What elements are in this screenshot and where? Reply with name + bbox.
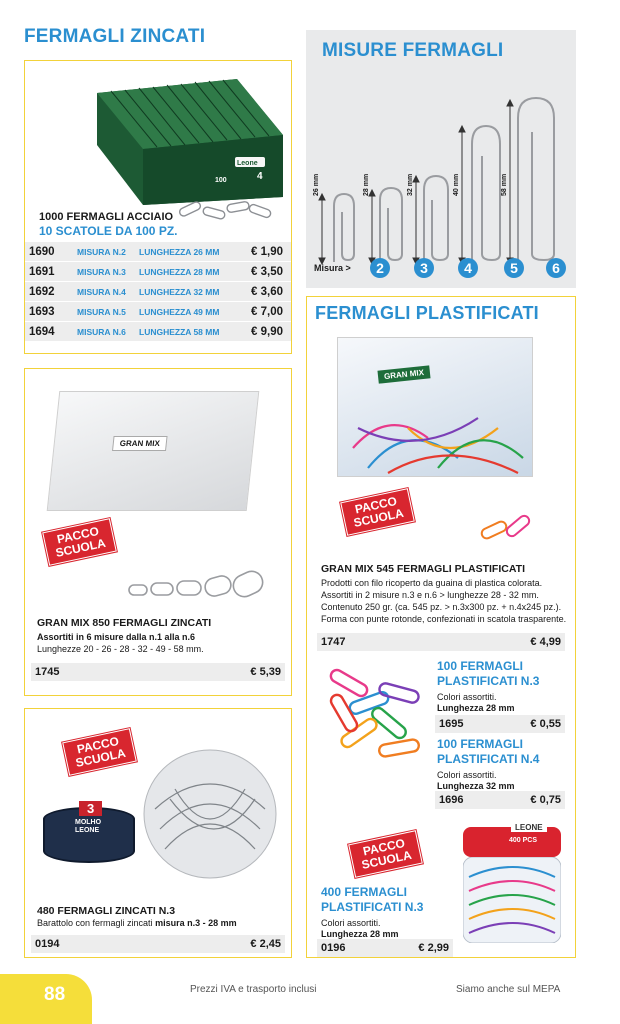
price-row-1693	[25, 302, 291, 321]
p100n3-desc1: Colori assortiti.	[437, 692, 497, 702]
zincati-product-title: 1000 FERMAGLI ACCIAIO	[39, 211, 174, 223]
size-number-4: 4	[458, 258, 478, 278]
color-clips-jar-image	[457, 819, 567, 943]
loose-color-clips-image	[477, 511, 537, 551]
p100n4-desc1: Colori assortiti.	[437, 770, 497, 780]
misura: MISURA N.2	[77, 246, 126, 257]
misure-panel	[306, 30, 576, 288]
misura: MISURA N.3	[77, 266, 126, 277]
code: 1747	[321, 636, 346, 648]
six-clips-image	[125, 565, 275, 619]
zincati-n3-box	[24, 708, 292, 958]
price: € 0,55	[530, 718, 561, 730]
lid-label-text: MOLHO LEONE	[75, 819, 102, 834]
gran-mix-545-pricebar	[317, 633, 565, 651]
scattered-color-clips-image	[319, 667, 429, 767]
code: 1694	[29, 325, 55, 338]
p100n4-pricebar	[435, 791, 565, 809]
length-label-28: 28 mm	[363, 173, 370, 196]
gran-mix-850-box	[24, 368, 292, 696]
length-label-40: 40 mm	[453, 173, 460, 196]
p400-desc1: Colori assortiti.	[321, 918, 381, 928]
jar-clips-image	[135, 739, 285, 889]
lunghezza: LUNGHEZZA 28 MM	[139, 266, 220, 277]
pacco-scuola-badge-2: PACCO SCUOLA	[348, 830, 422, 878]
price-row-1691	[25, 262, 291, 281]
code: 0196	[321, 942, 346, 954]
gran-mix-850-title: GRAN MIX 850 FERMAGLI ZINCATI	[37, 617, 212, 629]
zincati-box	[24, 60, 292, 354]
price: € 4,99	[530, 636, 561, 648]
size-number-2: 2	[370, 258, 390, 278]
lid-label-number: 3	[79, 801, 102, 816]
footer-right-text: Siamo anche sul MEPA	[456, 984, 561, 995]
paperclip-boxes-image	[87, 75, 297, 205]
p400-pricebar	[317, 939, 453, 957]
code: 1696	[439, 794, 464, 806]
p100n3-desc2: Lunghezza 28 mm	[437, 703, 515, 713]
price-row-1694	[25, 322, 291, 341]
pacco-scuola-badge: PACCO SCUOLA	[42, 518, 116, 566]
price: € 1,90	[251, 245, 283, 258]
gran-mix-label: GRAN MIX	[112, 436, 168, 451]
length-label-26: 26 mm	[313, 173, 320, 196]
zincati-product-subtitle: 10 SCATOLE DA 100 PZ.	[39, 224, 178, 238]
gran-mix-850-desc2: Lunghezze 20 - 26 - 28 - 32 - 49 - 58 mm.	[37, 644, 204, 654]
color-clips-box-image	[337, 337, 533, 477]
jar-count: 400 PCS	[509, 837, 538, 844]
zincati-title: FERMAGLI ZINCATI	[24, 26, 206, 47]
plastificati-box	[306, 296, 576, 958]
code: 1693	[29, 305, 55, 318]
color-clips	[348, 398, 528, 478]
code: 1691	[29, 265, 55, 278]
jar-lid-image	[43, 801, 135, 863]
price-row-1692	[25, 282, 291, 301]
gran-mix-850-desc1: Assortiti in 6 misure dalla n.1 alla n.6	[37, 632, 196, 642]
paperclip-size-diagram	[306, 70, 576, 270]
price: € 0,75	[530, 794, 561, 806]
box-label-100: 100	[215, 177, 227, 184]
p400-desc2: Lunghezza 28 mm	[321, 929, 399, 939]
length-label-32: 32 mm	[407, 173, 414, 196]
code: 1690	[29, 245, 55, 258]
size-number-5: 5	[504, 258, 524, 278]
footer-page-number: 88	[44, 984, 66, 1005]
p100n4-title: 100 FERMAGLI PLASTIFICATI N.4	[437, 737, 540, 766]
jar-body	[463, 857, 561, 943]
price: € 2,45	[250, 938, 281, 950]
footer-center-text: Prezzi IVA e trasporto inclusi	[190, 984, 317, 995]
price-row-1690	[25, 242, 291, 261]
plastificati-title: FERMAGLI PLASTIFICATI	[315, 303, 539, 323]
misura-label: Misura >	[314, 263, 351, 273]
size-number-3: 3	[414, 258, 434, 278]
gran-mix-850-pricebar	[31, 663, 285, 681]
code: 1692	[29, 285, 55, 298]
price: € 5,39	[250, 666, 281, 678]
price: € 9,90	[251, 325, 283, 338]
price: € 2,99	[418, 942, 449, 954]
p100n3-pricebar	[435, 715, 565, 733]
loose-clips-image	[177, 195, 277, 230]
pacco-scuola-badge: PACCO SCUOLA	[340, 488, 414, 536]
gran-mix-545-title: GRAN MIX 545 FERMAGLI PLASTIFICATI	[321, 563, 525, 575]
gran-mix-545-desc: Prodotti con filo ricoperto da guaina di plastica colorata. Assortiti in 2 misure n.3 e n.6 > lunghezze 28 - 32 mm. Contenuto 250 gr. (ca. 545 pz. > n.3x300 pz. + n.4x245 pz.). Forma con punte rotonde, confezionati in scatola trasparente.	[321, 578, 567, 624]
p100n3-title: 100 FERMAGLI PLASTIFICATI N.3	[437, 659, 540, 688]
misura: MISURA N.6	[77, 326, 126, 337]
p400-title: 400 FERMAGLI PLASTIFICATI N.3	[321, 885, 424, 914]
misura: MISURA N.5	[77, 306, 126, 317]
price: € 7,00	[251, 305, 283, 318]
lunghezza: LUNGHEZZA 26 MM	[139, 246, 220, 257]
desc-pre: Barattolo con fermagli zincati	[37, 918, 156, 928]
jar-label: LEONE	[511, 823, 547, 832]
price: € 3,50	[251, 265, 283, 278]
price: € 3,60	[251, 285, 283, 298]
gran-mix-label: GRAN MIX	[377, 365, 430, 383]
lunghezza: LUNGHEZZA 58 MM	[139, 326, 220, 337]
misura: MISURA N.4	[77, 286, 126, 297]
svg-text:Leone: Leone	[237, 160, 258, 167]
box-label-number: 4	[257, 171, 263, 182]
code: 1695	[439, 718, 464, 730]
lunghezza: LUNGHEZZA 49 MM	[139, 306, 220, 317]
zincati-n3-title: 480 FERMAGLI ZINCATI N.3	[37, 905, 176, 917]
size-number-6: 6	[546, 258, 566, 278]
jar-cap	[463, 823, 561, 857]
lunghezza: LUNGHEZZA 32 MM	[139, 286, 220, 297]
p100n4-desc2: Lunghezza 32 mm	[437, 781, 515, 791]
pacco-scuola-badge: PACCO SCUOLA	[62, 728, 136, 776]
desc-bold: misura n.3 - 28 mm	[155, 918, 237, 928]
code: 1745	[35, 666, 60, 678]
clear-box-image	[47, 391, 260, 511]
misure-title: MISURE FERMAGLI	[322, 40, 504, 61]
length-label-58: 58 mm	[501, 173, 508, 196]
zincati-n3-desc	[37, 917, 237, 929]
zincati-n3-pricebar	[31, 935, 285, 953]
code: 0194	[35, 938, 60, 950]
